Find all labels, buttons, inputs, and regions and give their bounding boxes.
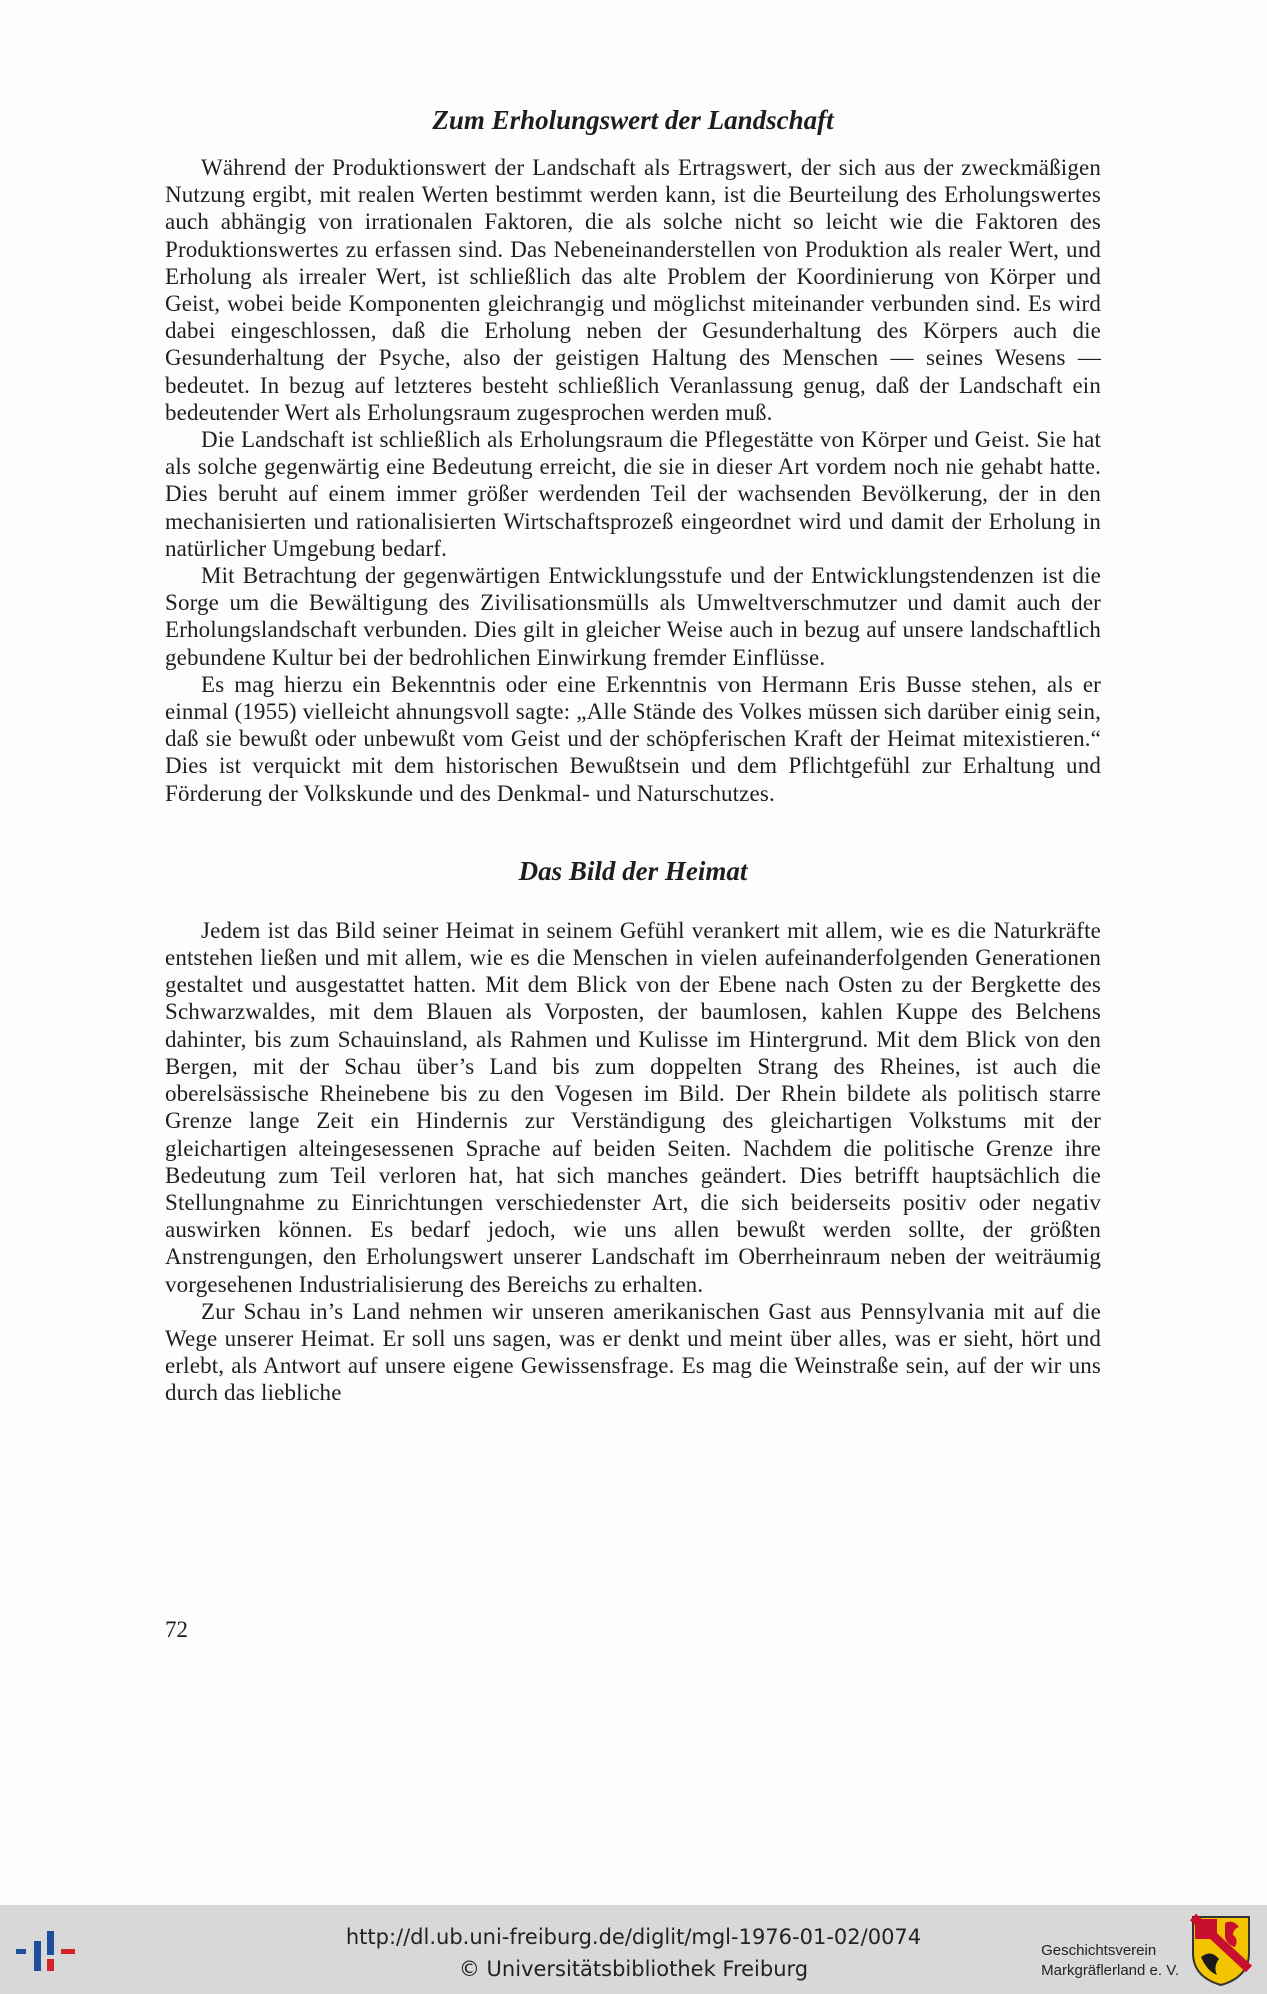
- paragraph: Es mag hierzu ein Bekenntnis oder eine Erkenntnis von Hermann Eris Busse stehen, als er einmal (1955) vielleicht ahnungsvoll sagte: „Alle Stände des Volkes müssen sich darüber einig sein, daß sie bewußt oder unbewußt vom Geist und der schöpferischen Kraft der Heimat mitexistieren.“ Dies ist verquickt mit dem historischen Bewußtsein und dem Pflichtgefühl zur Erhaltung und Förderung der Volkskunde und des Denkmal- und Naturschutzes.: [165, 671, 1101, 806]
- coat-of-arms-icon[interactable]: [1189, 1913, 1253, 1987]
- section-title-erholungswert: Zum Erholungswert der Landschaft: [432, 105, 834, 135]
- permalink-url[interactable]: http://dl.ub.uni-freiburg.de/diglit/mgl-1976-01-02/0074: [345, 1925, 922, 1949]
- footer-bar: [0, 1905, 1267, 1994]
- paragraph: Zur Schau in’s Land nehmen wir unseren amerikanischen Gast aus Pennsylvania mit auf die Wege unserer Heimat. Er soll uns sagen, was er denkt und meint über alles, was er sieht, hört und erlebt, als Antwort auf unsere eigene Gewissensfrage. Es mag die Weinstraße sein, auf der wir uns durch das liebliche: [165, 1298, 1101, 1406]
- paragraph: Während der Produktionswert der Landschaft als Ertragswert, der sich aus der zweckmäßigen Nutzung ergibt, mit realen Werten bestimmt werden kann, ist die Beurteilung des Erholungswertes auch abhängig von irrationalen Faktoren, die als solche nicht so leicht wie die Faktoren des Produktionswertes zu erfassen sind. Das Nebeneinanderstellen von Produktion als realer Wert, und Erholung als irrealer Wert, ist schließlich das alte Problem der Koordinierung von Körper und Geist, wobei beide Komponenten gleichrangig und möglichst miteinander verbunden sind. Es wird dabei eingeschlossen, daß die Erholung neben der Gesunderhaltung des Körpers auch die Gesunderhaltung der Psyche, also der geistigen Haltung des Menschen — seines Wesens — bedeutet. In bezug auf letzteres besteht schließlich Veranlassung genug, daß der Landschaft ein bedeutender Wert als Erholungsraum zugesprochen werden muß.: [165, 155, 1101, 425]
- page-content: [165, 100, 1101, 1407]
- page-number: 72: [165, 1617, 188, 1642]
- paragraph: Die Landschaft ist schließlich als Erholungsraum die Pflegestätte von Körper und Geist. Sie hat als solche gegenwärtig eine Bedeutung erreicht, die sie in dieser Art vordem noch nie gehabt hatte. Dies beruht auf einem immer größer werdenden Teil der wachsenden Bevölkerung, der in den mechanisierten und rationalisierten Wirtschaftsprozeß eingeordnet wird und damit der Erholung in natürlicher Umgebung bedarf.: [165, 427, 1101, 561]
- paragraph: Jedem ist das Bild seiner Heimat in seinem Gefühl verankert mit allem, wie es die Naturkräfte entstehen ließen und mit allem, wie es die Menschen in vielen aufeinanderfolgenden Generationen gestaltet und ausgestattet hatten. Mit dem Blick von der Ebene nach Osten zu der Bergkette des Schwarzwaldes, mit dem Blauen als Vorposten, der baumlosen, kahlen Kuppe des Belchens dahinter, bis zum Schauinsland, als Rahmen und Kulisse im Hintergrund. Mit dem Blick von den Bergen, mit der Schau über’s Land bis zum doppelten Strang des Rheines, ist auch die oberelsässische Rheinebene bis zu den Vogesen im Bild. Der Rhein bildete als politisch starre Grenze lange Zeit ein Hindernis zur Verständigung des gleichartigen Volkstums mit der gleichartigen alteingesessenen Sprache auf beiden Seiten. Nachdem die politische Grenze ihre Bedeutung zum Teil verloren hat, hat sich manches geändert. Dies betrifft hauptsächlich die Stellungnahme zu Einrichtungen verschiedenster Art, die sich beiderseits positiv oder negativ auswirken können. Es bedarf jedoch, wie uns allen bewußt werden sollte, der größten Anstrengungen, den Erholungswert unserer Landschaft im Oberrheinraum neben der weiträumig vorgesehenen Industrialisierung des Bereichs zu erhalten.: [165, 917, 1101, 1297]
- copyright-text: © Universitätsbibliothek Freiburg: [458, 1957, 809, 1981]
- society-name-line1: Geschichtsverein: [1041, 1942, 1157, 1959]
- society-name-line2: Markgräflerland e. V.: [1041, 1962, 1179, 1979]
- section-title-bild-der-heimat: Das Bild der Heimat: [518, 855, 748, 886]
- society-name: [1041, 1941, 1179, 1981]
- paragraph: Mit Betrachtung der gegenwärtigen Entwicklungsstufe und der Entwicklungstendenzen ist die Sorge um die Bewältigung des Zivilisationsmülls als Umweltverschmutzer und damit auch der Erholungslandschaft verbunden. Dies gilt in gleicher Weise auch in bezug auf unsere landschaftlich gebundene Kultur bei der bedrohlichen Einwirkung fremder Einflüsse.: [165, 563, 1101, 670]
